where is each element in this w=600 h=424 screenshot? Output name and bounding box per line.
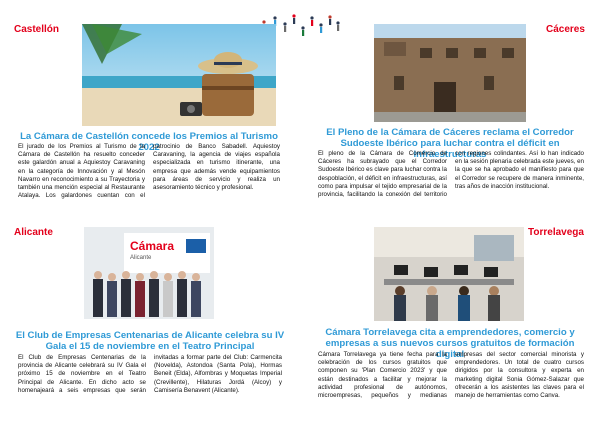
body-castellon-text: El jurado de los Premios al Turismo de la Cámara de Castellón ha resuelto conceder este galardón anual a Aquiestoy Caravaning en la categoría de Innovación y al Mesón Navarro en reconocimiento a su Trayectoria y también una mención especial al Restaurante Atalaya. Los galardones cuentan con el patrocinio de Banco Sabadell. Aquiestoy Caravaning, la agencia de viajes española especializada en turismo itinerante, una empresa que además vende equipamientos para áreas de servicio y realiza un asesoramiento técnico y profesional.: [18, 143, 280, 200]
torrelavega-classroom-photo: [374, 227, 524, 321]
headline-castellon: La Cámara de Castellón concede los Premios al Turismo 2022: [20, 131, 278, 153]
beach-suitcase-photo: [82, 24, 276, 126]
region-label-caceres: Cáceres: [546, 24, 585, 35]
body-torrelavega-text: Cámara Torrelavega ya tiene fecha para la celebración de los cursos gratuitos que componen su 'Plan Comercio 2023' y que están destinados a facilitar y mejorar la actividad profesional de autónomos, microempresas, pequeños y medianas empresas del sector comercial minorista y emprendedores. Un total de cuatro cursos dirigidos por la consultora y experta en marketing digital Sonia Gómez-Salazar que ofrecerán a los asistentes las claves para el manejo de herramientas como Canva.: [318, 351, 584, 400]
alicante-banner-sub: Alicante: [130, 255, 152, 261]
headline-caceres: El Pleno de la Cámara de Cáceres reclama el Corredor Sudoeste Ibérico para luchar contra el déficit en infraestructuras: [326, 127, 574, 160]
body-alicante-text: El Club de Empresas Centenarias de la provincia de Alicante celebrará su IV Gala el próximo 15 de noviembre en el Teatro Principal de Alicante. En dicho acto se homenajeará a seis empresas que serán invitadas a formar parte del Club: Carmencita (Novelda), Astondoa (Santa Pola), Hormas Beneit (Elda), Alfombras y Moquetas Imperial (Crevillente), Hilaturas Jordá (Alcoy) y Camisería Benavent (Alicante).: [18, 354, 282, 394]
alicante-banner-block: [186, 239, 206, 253]
body-torrelavega: [318, 351, 584, 413]
region-label-alicante: Alicante: [14, 227, 53, 238]
headline-torrelavega: Cámara Torrelavega cita a emprendedores, comercio y empresas a sus nuevos cursos gratuitos de formación digital: [325, 327, 575, 360]
headline-alicante: El Club de Empresas Centenarias de Alicante celebra su IV Gala el 15 de noviembre en el Teatro Principal: [15, 330, 285, 352]
alicante-people: [84, 267, 214, 319]
body-caceres: [318, 150, 584, 208]
region-label-torrelavega: Torrelavega: [528, 227, 584, 238]
caceres-building-photo: [374, 24, 526, 122]
body-castellon: [18, 143, 280, 209]
alicante-group-photo: [84, 227, 214, 319]
region-label-castellon: Castellón: [14, 24, 60, 35]
body-caceres-text: El pleno de la Cámara de Comercio de Cáceres ha subrayado que el Corredor Sudoeste Ibérico es clave para luchar contra la despoblación, el déficit en infraestructuras, así como para impulsar el tejido empresarial de la provincia, facilitando la conexión del territorio con regiones colindantes. Así lo han indicado en la sesión plenaria celebrada este jueves, en la que se ha aprobado el manifiesto para que el Corredor se recupere de manera inminente, tras años de inacción institucional.: [318, 150, 584, 199]
body-alicante: [18, 354, 282, 414]
alicante-banner-logo: Cámara: [130, 239, 175, 253]
